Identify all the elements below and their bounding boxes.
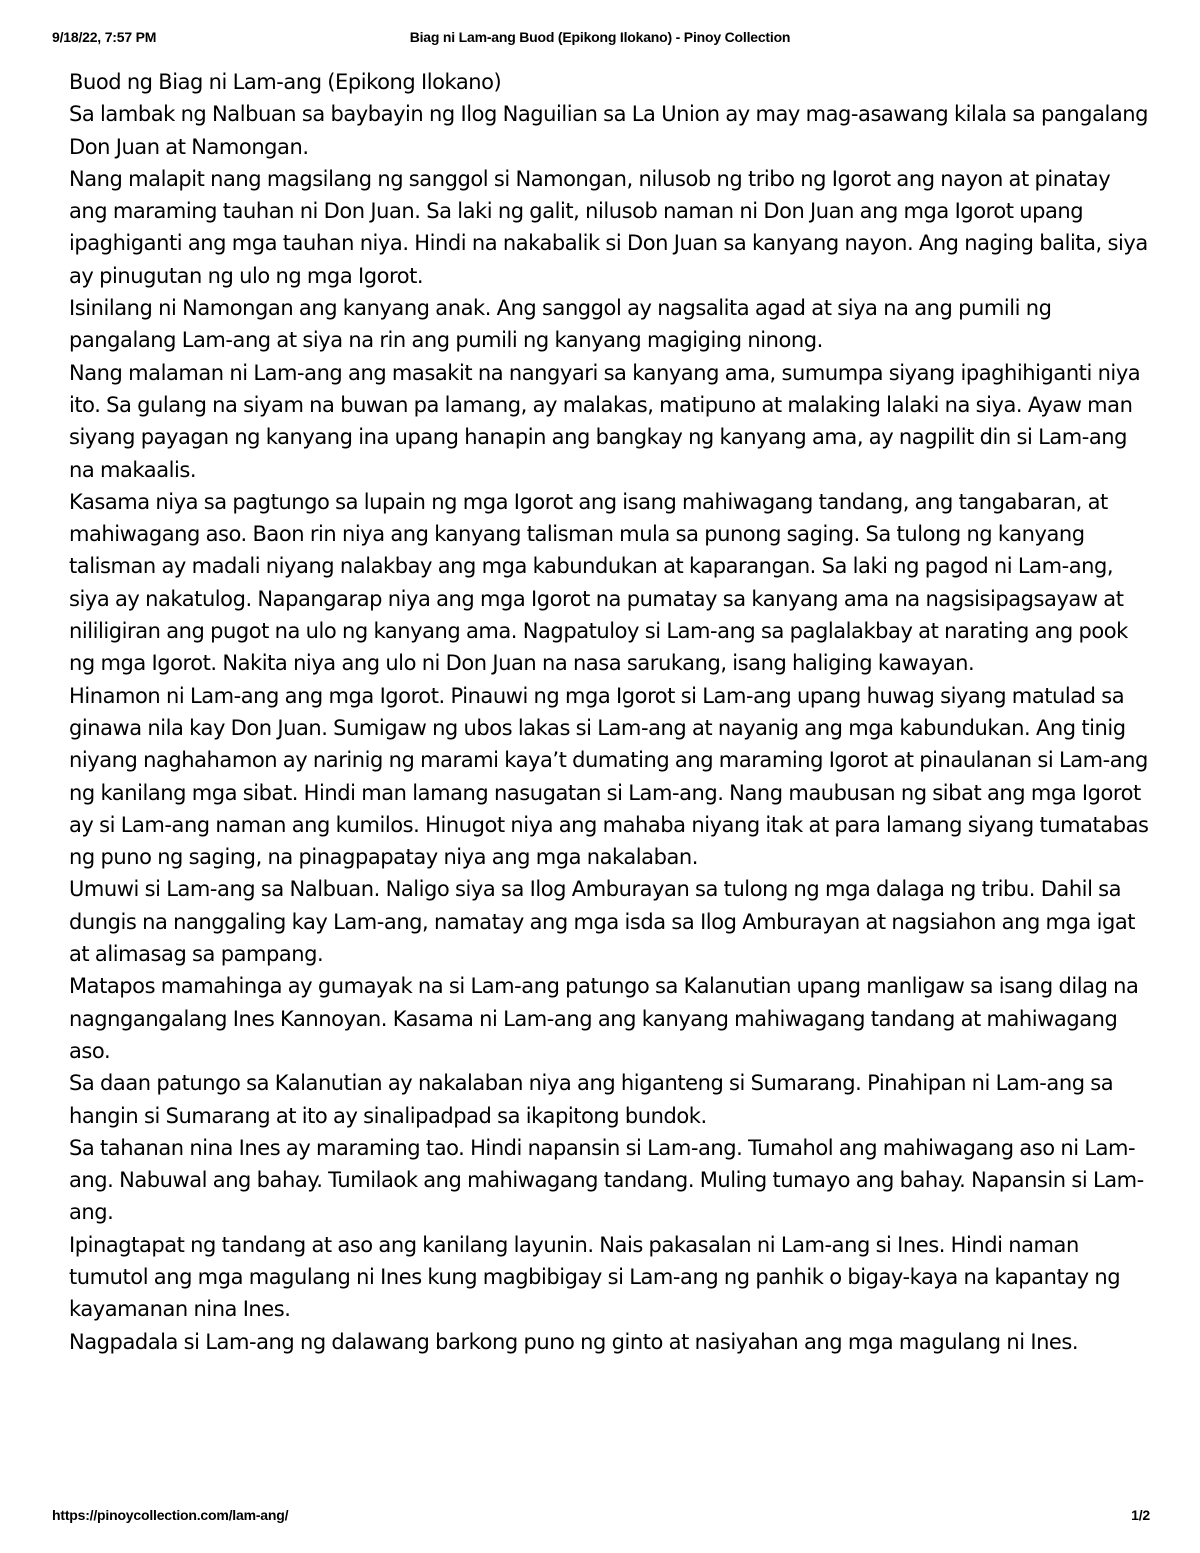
page-number: 1/2 [1131, 1507, 1150, 1523]
paragraph: Kasama niya sa pagtungo sa lupain ng mga Igorot ang isang mahiwagang tandang, ang tangabaran, at mahiwagang aso. Baon rin niya ang kanyang talisman mula sa punong saging. Sa tulong ng kanyang talisman ay madali niyang nalakbay ang mga kabundukan at kaparangan. Sa laki ng pagod ni Lam-ang, siya ay nakatulog. Napangarap niya ang mga Igorot na pumatay sa kanyang ama na nagsisipagsayaw at nililigiran ang pugot na ulo ng kanyang ama. Nagpatuloy si Lam-ang sa paglalakbay at narating ang pook ng mga Igorot. Nakita niya ang ulo ni Don Juan na nasa sarukang, isang haliging kawayan. [69, 489, 1128, 676]
document-heading: Buod ng Biag ni Lam-ang (Epikong Ilokano) [69, 70, 502, 94]
paragraph: Nang malaman ni Lam-ang ang masakit na nangyari sa kanyang ama, sumumpa siyang ipaghihiganti niya ito. Sa gulang na siyam na buwan pa lamang, ay malakas, matipuno at malaking lalaki na siya. Ayaw man siyang payagan ng kanyang ina upang hanapin ang bangkay ng kanyang ama, ay nagpilit din si Lam-ang na makaalis. [69, 360, 1141, 482]
paragraph: Sa tahanan nina Ines ay maraming tao. Hindi napansin si Lam-ang. Tumahol ang mahiwagang aso ni Lam-ang. Nabuwal ang bahay. Tumilaok ang mahiwagang tandang. Muling tumayo ang bahay. Napansin si Lam-ang. [69, 1135, 1144, 1225]
paragraph: Nang malapit nang magsilang ng sanggol si Namongan, nilusob ng tribo ng Igorot ang nayon at pinatay ang maraming tauhan ni Don Juan. Sa laki ng galit, nilusob naman ni Don Juan ang mga Igorot upang ipaghiganti ang mga tauhan niya. Hindi na nakabalik si Don Juan sa kanyang nayon. Ang naging balita, siya ay pinugutan ng ulo ng mga Igorot. [69, 166, 1148, 288]
source-url: https://pinoycollection.com/lam-ang/ [52, 1507, 289, 1523]
print-date: 9/18/22, 7:57 PM [52, 29, 157, 45]
paragraph: Nagpadala si Lam-ang ng dalawang barkong puno ng ginto at nasiyahan ang mga magulang ni Ines. [69, 1329, 1079, 1354]
paragraph: Sa lambak ng Nalbuan sa baybayin ng Ilog Naguilian sa La Union ay may mag-asawang kilala sa pangalang Don Juan at Namongan. [69, 102, 1149, 159]
paragraph: Ipinagtapat ng tandang at aso ang kanilang layunin. Nais pakasalan ni Lam-ang si Ines. Hindi naman tumutol ang mga magulang ni Ines kung magbibigay si Lam-ang ng panhik o bigay-kaya na kapantay ng kayamanan nina Ines. [69, 1232, 1121, 1322]
paragraph: Isinilang ni Namongan ang kanyang anak. Ang sanggol ay nagsalita agad at siya na ang pumili ng pangalang Lam-ang at siya na rin ang pumili ng kanyang magiging ninong. [69, 296, 1052, 353]
document-body [69, 66, 1149, 1358]
print-header [0, 29, 1200, 49]
print-footer [0, 1507, 1200, 1527]
paragraph: Umuwi si Lam-ang sa Nalbuan. Naligo siya sa Ilog Amburayan sa tulong ng mga dalaga ng tribu. Dahil sa dungis na nanggaling kay Lam-ang, namatay ang mga isda sa Ilog Amburayan at nagsiahon ang mga igat at alimasag sa pampang. [69, 877, 1136, 967]
paragraph: Hinamon ni Lam-ang ang mga Igorot. Pinauwi ng mga Igorot si Lam-ang upang huwag siyang matulad sa ginawa nila kay Don Juan. Sumigaw ng ubos lakas si Lam-ang at nayanig ang mga kabundukan. Ang tinig niyang naghahamon ay narinig ng marami kaya’t dumating ang maraming Igorot at pinaulanan si Lam-ang ng kanilang mga sibat. Hindi man lamang nasugatan si Lam-ang. Nang maubusan ng sibat ang mga Igorot ay si Lam-ang naman ang kumilos. Hinugot niya ang mahaba niyang itak at para lamang siyang tumatabas ng puno ng saging, na pinagpapatay niya ang mga nakalaban. [69, 683, 1149, 870]
print-page-title: Biag ni Lam-ang Buod (Epikong Ilokano) - Pinoy Collection [409, 29, 791, 45]
paragraph: Matapos mamahinga ay gumayak na si Lam-ang patungo sa Kalanutian upang manligaw sa isang dilag na nagngangalang Ines Kannoyan. Kasama ni Lam-ang ang kanyang mahiwagang tandang at mahiwagang aso. [69, 974, 1139, 1063]
paragraph: Sa daan patungo sa Kalanutian ay nakalaban niya ang higanteng si Sumarang. Pinahipan ni Lam-ang sa hangin si Sumarang at ito ay sinalipadpad sa ikapitong bundok. [69, 1071, 1114, 1128]
